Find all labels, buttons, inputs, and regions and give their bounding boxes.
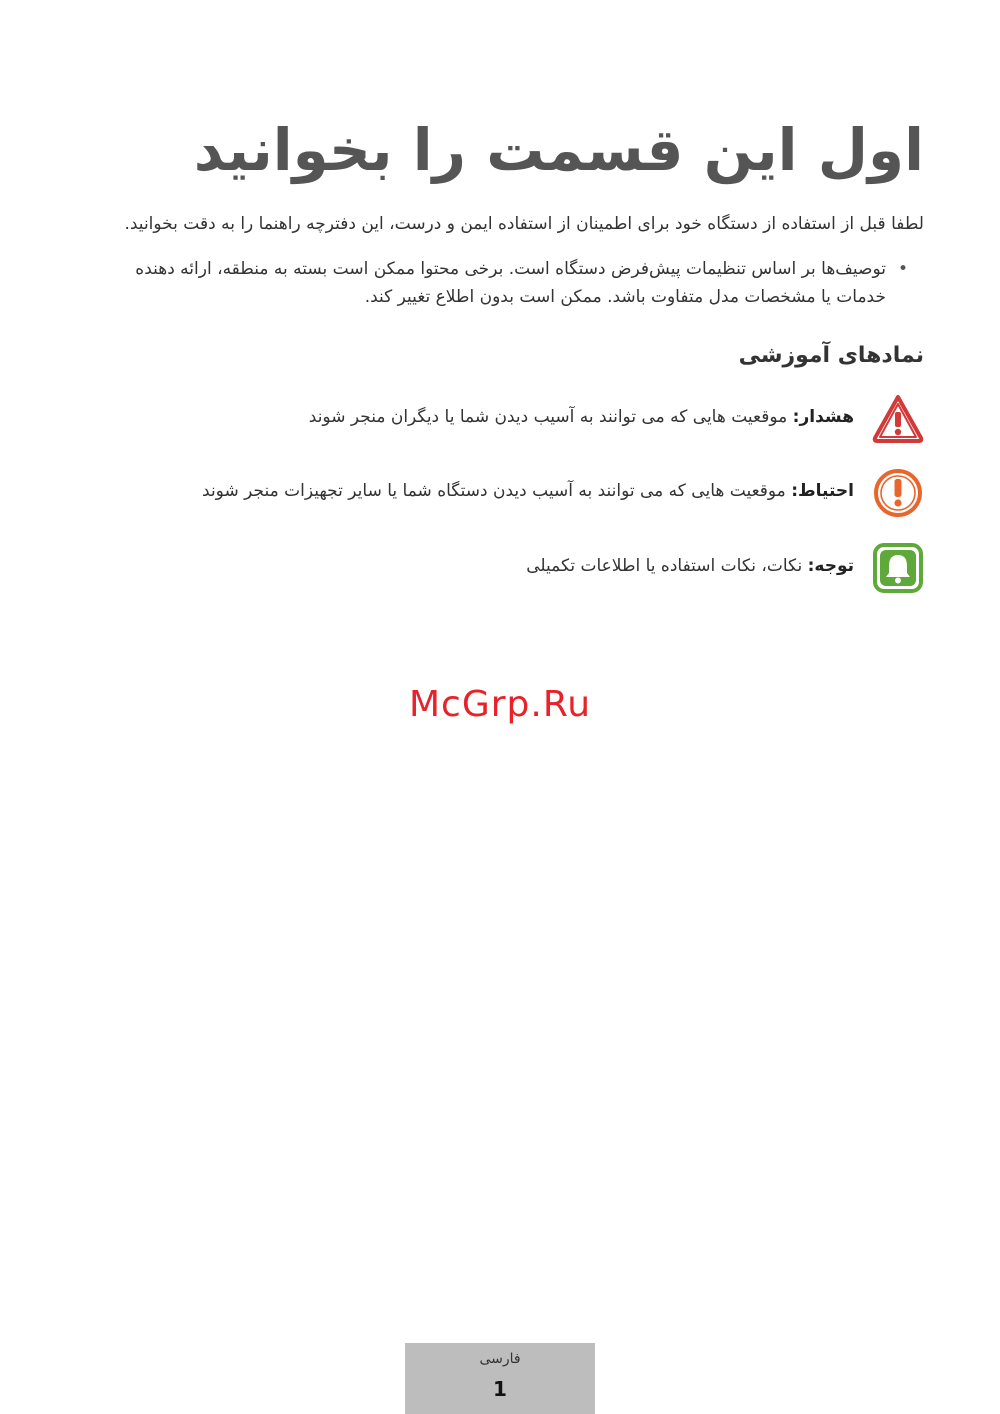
footer-page-number: 1 (493, 1377, 507, 1401)
section-heading: نمادهای آموزشی (738, 343, 924, 368)
watermark: McGrp.Ru (408, 684, 592, 725)
notice-caution (64, 467, 924, 519)
page-title: اول این قسمت را بخوانید (193, 116, 924, 184)
notice-note-text (134, 552, 854, 580)
footer-page-tab (405, 1343, 595, 1414)
notice-caution-label: احتیاط: (791, 481, 854, 501)
notice-note (64, 542, 924, 594)
bullet-item (96, 255, 908, 311)
notice-warning-description: موقعیت هایی که می توانند به آسیب دیدن شما یا دیگران منجر شوند (308, 407, 788, 427)
notice-warning-label: هشدار: (792, 407, 854, 427)
notice-warning-text (134, 403, 854, 431)
notice-caution-description: موقعیت هایی که می توانند به آسیب دیدن دستگاه شما یا سایر تجهیزات منجر شوند (202, 481, 786, 501)
notice-note-description: نکات، نکات استفاده یا اطلاعات تکمیلی (526, 556, 803, 576)
caution-exclamation-icon (872, 467, 924, 519)
footer-language: فارسی (479, 1351, 521, 1367)
notice-caution-text (134, 477, 854, 505)
bullet-marker: • (897, 259, 908, 279)
warning-triangle-icon (872, 393, 924, 445)
intro-paragraph: لطفا قبل از استفاده از دستگاه خود برای اطمینان از استفاده ایمن و درست، این دفترچه راهنما را به دقت بخوانید. (124, 214, 924, 234)
notice-note-label: توجه: (807, 556, 854, 576)
notice-warning (64, 393, 924, 445)
note-bell-icon (872, 542, 924, 594)
bullet-text: توصیف‌ها بر اساس تنظیمات پیش‌فرض دستگاه است. برخی محتوا ممکن است بسته به منطقه، ارائه دهنده خدمات یا مشخصات مدل متفاوت باشد. ممکن است بدون اطلاع تغییر کند. (135, 259, 886, 307)
